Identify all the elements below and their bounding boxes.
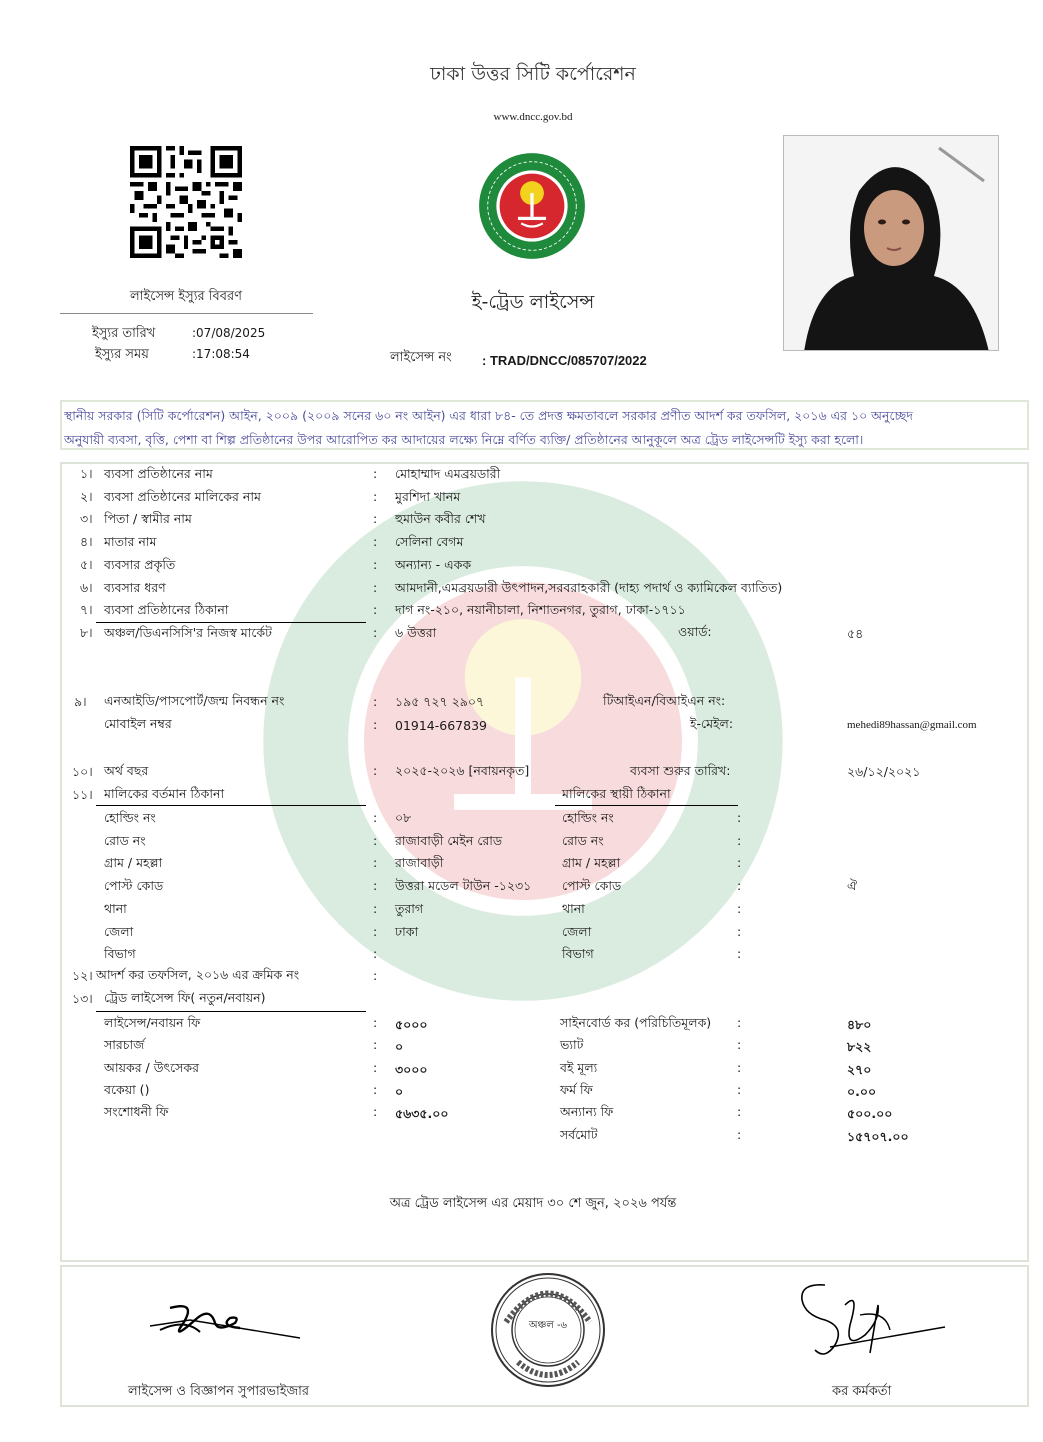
field-number: ৫। bbox=[80, 556, 93, 572]
colon: : bbox=[373, 694, 378, 709]
divider bbox=[96, 622, 366, 623]
present-address-label: পোস্ট কোড bbox=[104, 878, 164, 894]
fee-value: ০ bbox=[395, 1083, 404, 1099]
fee-label: সারচার্জ bbox=[104, 1037, 145, 1053]
colon: : bbox=[373, 602, 378, 618]
field-label: অঞ্চল/ডিএনসিসি'র নিজস্ব মার্কেট bbox=[104, 624, 272, 640]
present-address-value: ০৮ bbox=[395, 810, 412, 825]
present-address-label: বিভাগ bbox=[104, 946, 136, 962]
preamble-line-2: অনুযায়ী ব্যবসা, বৃত্তি, পেশা বা শিল্প প্রতিষ্ঠানের উপর আরোপিত কর আদায়ের লক্ষ্যে নিম্নে বর্ণিত ব্যক্তি/ প্রতিষ্ঠানের আনুকূলে অত্র ট্রেড লাইসেন্সটি ইস্যু করা হলো। bbox=[64, 432, 864, 447]
fee-label: সংশোধনী ফি bbox=[104, 1104, 169, 1120]
nid-value: ১৯৫ ৭২৭ ২৯০৭ bbox=[395, 694, 485, 709]
field-number: ১। bbox=[80, 466, 93, 481]
present-address-value: উত্তরা মডেল টাউন -১২৩১ bbox=[395, 878, 532, 894]
mobile-value: 01914-667839 bbox=[395, 718, 487, 733]
present-address-label: জেলা bbox=[104, 923, 134, 939]
fee-value: ৫০০০ bbox=[395, 1017, 428, 1032]
license-number-label: লাইসেন্স নং bbox=[390, 350, 452, 365]
fiscal-label: অর্থ বছর bbox=[104, 763, 149, 778]
fees-number: ১৩। bbox=[72, 991, 93, 1006]
issue-time-value: :17:08:54 bbox=[192, 347, 250, 361]
supervisor-signature bbox=[140, 1298, 300, 1346]
field-value: অন্যান্য - একক bbox=[395, 556, 472, 572]
colon: : bbox=[737, 832, 742, 848]
organization-name: ঢাকা উত্তর সিটি কর্পোরেশন bbox=[430, 63, 636, 85]
colon: : bbox=[373, 1081, 378, 1097]
colon: : bbox=[373, 900, 378, 916]
divider bbox=[555, 805, 738, 806]
colon: : bbox=[373, 1015, 378, 1030]
colon: : bbox=[373, 923, 378, 939]
field-label: ব্যবসা প্রতিষ্ঠানের ঠিকানা bbox=[104, 602, 229, 618]
start-date-value: ২৬/১২/২০২১ bbox=[847, 764, 921, 779]
colon: : bbox=[737, 1104, 742, 1120]
colon: : bbox=[373, 624, 378, 640]
colon: : bbox=[737, 1081, 742, 1097]
field-label: ব্যবসার প্রকৃতি bbox=[104, 556, 176, 572]
fee-label: বকেয়া () bbox=[104, 1081, 150, 1097]
field-label: মাতার নাম bbox=[104, 534, 157, 550]
field-value: মোহাম্মাদ এমব্রয়ডারী bbox=[395, 466, 501, 481]
fees-heading: ট্রেড লাইসেন্স ফি( নতুন/নবায়ন) bbox=[104, 990, 266, 1005]
colon: : bbox=[737, 1037, 742, 1053]
colon: : bbox=[373, 1059, 378, 1075]
colon: : bbox=[373, 511, 378, 527]
present-address-label: রোড নং bbox=[104, 832, 146, 848]
colon: : bbox=[373, 832, 378, 848]
permanent-address-label: গ্রাম / মহল্লা bbox=[562, 855, 621, 871]
colon: : bbox=[737, 946, 742, 962]
colon: : bbox=[737, 1059, 742, 1075]
field-number: ৭। bbox=[80, 602, 93, 618]
preamble-line-1: স্থানীয় সরকার (সিটি কর্পোরেশন) আইন, ২০০৯ (২০০৯ সনের ৬০ নং আইন) এর ধারা ৮৪- তে প্রদত্ত ক্ষমতাবলে সরকার প্রণীত আদর্শ কর তফসিল, ২০১৬ এর ১০ অনুচ্ছেদ bbox=[64, 408, 913, 423]
permanent-address-heading: মালিকের স্থায়ী ঠিকানা bbox=[562, 786, 671, 801]
fee-value: ৪৮০ bbox=[847, 1017, 872, 1032]
nid-label: এনআইডি/পাসপোর্ট/জন্ম নিবন্ধন নং bbox=[104, 693, 285, 708]
colon: : bbox=[737, 810, 742, 825]
colon: : bbox=[373, 810, 378, 825]
colon: : bbox=[373, 488, 378, 504]
fee-label: লাইসেন্স/নবায়ন ফি bbox=[104, 1015, 201, 1030]
ward-value: ৫৪ bbox=[847, 626, 864, 641]
colon: : bbox=[373, 878, 378, 894]
present-address-value: রাজাবাড়ী bbox=[395, 855, 444, 871]
fee-value: ৮২২ bbox=[847, 1039, 872, 1055]
field-number: ৬। bbox=[80, 579, 93, 595]
issue-details-heading: লাইসেন্স ইস্যুর বিবরণ bbox=[130, 289, 242, 304]
permanent-address-label: রোড নং bbox=[562, 832, 604, 848]
field-value: মুরশিদা খানম bbox=[395, 488, 461, 504]
fee-label: ফর্ম ফি bbox=[560, 1081, 593, 1097]
permanent-address-label: পোস্ট কোড bbox=[562, 878, 622, 894]
field-label: ব্যবসা প্রতিষ্ঠানের মালিকের নাম bbox=[104, 488, 261, 504]
field-label: ব্যবসার ধরণ bbox=[104, 579, 166, 595]
present-address-value: রাজাবাড়ী মেইন রোড bbox=[395, 832, 503, 848]
fee-label: আয়কর / উৎসেকর bbox=[104, 1059, 200, 1075]
field-value: ৬ উত্তরা bbox=[395, 624, 437, 640]
permanent-address-label: থানা bbox=[562, 900, 585, 916]
fee-label: সর্বমোট bbox=[560, 1126, 598, 1142]
nid-number: ৯। bbox=[74, 694, 87, 709]
colon: : bbox=[373, 855, 378, 871]
fee-label: অন্যান্য ফি bbox=[560, 1104, 614, 1120]
fee-value: ২৭০ bbox=[847, 1061, 872, 1077]
website-url: www.dncc.gov.bd bbox=[493, 111, 573, 123]
tin-label: টিআইএন/বিআইএন নং: bbox=[603, 693, 726, 708]
validity-text: অত্র ট্রেড লাইসেন্স এর মেয়াদ ৩০ শে জুন, ২০২৬ পর্যন্ত bbox=[389, 1196, 677, 1211]
fiscal-number: ১০। bbox=[72, 764, 93, 779]
address-number: ১১। bbox=[72, 787, 93, 802]
tax-schedule-label: আদর্শ কর তফসিল, ২০১৬ এর ক্রমিক নং bbox=[96, 967, 300, 982]
mobile-label: মোবাইল নম্বর bbox=[104, 716, 172, 731]
colon: : bbox=[373, 534, 378, 550]
supervisor-title: লাইসেন্স ও বিজ্ঞাপন সুপারভাইজার bbox=[128, 1384, 310, 1399]
present-address-label: থানা bbox=[104, 900, 127, 916]
divider bbox=[96, 805, 366, 806]
email-value: mehedi89hassan@gmail.com bbox=[847, 719, 977, 731]
permanent-address-label: হোল্ডিং নং bbox=[562, 810, 614, 825]
field-label: পিতা / স্বামীর নাম bbox=[104, 511, 192, 527]
present-address-value: ঢাকা bbox=[395, 923, 419, 939]
field-value: সেলিনা বেগম bbox=[395, 534, 464, 550]
colon: : bbox=[373, 717, 378, 732]
tax-officer-title: কর কর্মকর্তা bbox=[832, 1384, 892, 1399]
colon: : bbox=[373, 763, 378, 778]
field-number: ৪। bbox=[80, 534, 93, 550]
field-number: ৩। bbox=[80, 511, 93, 527]
dncc-logo-icon bbox=[478, 152, 586, 260]
issue-time-label: ইস্যুর সময় bbox=[95, 347, 149, 362]
colon: : bbox=[737, 900, 742, 916]
permanent-address-label: জেলা bbox=[562, 923, 592, 939]
present-address-label: গ্রাম / মহল্লা bbox=[104, 855, 163, 871]
tax-schedule-number: ১২। bbox=[72, 968, 93, 983]
email-label: ই-মেইল: bbox=[690, 716, 734, 731]
license-number: : TRAD/DNCC/085707/2022 bbox=[482, 353, 647, 368]
present-address-label: হোল্ডিং নং bbox=[104, 810, 156, 825]
field-label: ব্যবসা প্রতিষ্ঠানের নাম bbox=[104, 466, 213, 481]
fee-value: ০ bbox=[395, 1039, 404, 1055]
issue-date-label: ইস্যুর তারিখ bbox=[92, 326, 156, 341]
colon: : bbox=[373, 968, 378, 983]
divider bbox=[96, 1011, 366, 1012]
watermark-logo-icon bbox=[258, 476, 788, 1006]
present-address-value: তুরাগ bbox=[395, 900, 424, 916]
colon: : bbox=[737, 923, 742, 939]
fee-value: ৫৬৩৫.০০ bbox=[395, 1106, 449, 1122]
field-number: ৮। bbox=[80, 624, 93, 640]
seal-inner-text: অঞ্চল -৬ bbox=[528, 1320, 568, 1331]
colon: : bbox=[737, 878, 742, 894]
qr-code-icon bbox=[127, 146, 245, 258]
fee-value: ১৫৭০৭.০০ bbox=[847, 1128, 909, 1144]
colon: : bbox=[737, 855, 742, 871]
colon: : bbox=[373, 1104, 378, 1120]
issue-date-value: :07/08/2025 bbox=[192, 326, 266, 340]
colon: : bbox=[373, 556, 378, 572]
tax-officer-signature bbox=[790, 1275, 950, 1370]
fiscal-value: ২০২৫-২০২৬ [নবায়নকৃত] bbox=[395, 763, 530, 778]
fee-label: সাইনবোর্ড কর (পরিচিতিমূলক) bbox=[560, 1015, 712, 1030]
preamble bbox=[60, 400, 1029, 450]
field-value: দাগ নং-২১০, নয়ানীচালা, নিশাতনগর, তুরাগ, ঢাকা-১৭১১ bbox=[395, 602, 686, 618]
fee-value: ০.০০ bbox=[847, 1083, 877, 1099]
field-value: হুমাউন কবীর শেখ bbox=[395, 511, 486, 527]
start-date-label: ব্যবসা শুরুর তারিখ: bbox=[630, 763, 731, 778]
ward-label: ওয়ার্ড: bbox=[678, 624, 712, 639]
fee-label: বই মূল্য bbox=[560, 1059, 598, 1075]
fee-value: ৩০০০ bbox=[395, 1061, 428, 1077]
permanent-address-label: বিভাগ bbox=[562, 946, 594, 962]
colon: : bbox=[373, 1037, 378, 1053]
colon: : bbox=[737, 1126, 742, 1142]
field-number: ২। bbox=[80, 488, 93, 504]
colon: : bbox=[373, 946, 378, 962]
fee-value: ৫০০.০০ bbox=[847, 1106, 893, 1122]
colon: : bbox=[373, 579, 378, 595]
field-value: আমদানী,এমব্রয়ডারী উৎপাদন,সরবরাহকারী (দাহ্য পদার্থ ও ক্যামিকেল ব্যাতিত) bbox=[395, 579, 783, 595]
colon: : bbox=[737, 1015, 742, 1030]
fee-label: ভ্যাট bbox=[560, 1037, 584, 1053]
colon: : bbox=[373, 466, 378, 481]
permanent-address-value: ঐ bbox=[847, 878, 858, 894]
document-title: ই-ট্রেড লাইসেন্স bbox=[471, 291, 595, 313]
present-address-heading: মালিকের বর্তমান ঠিকানা bbox=[104, 786, 225, 801]
